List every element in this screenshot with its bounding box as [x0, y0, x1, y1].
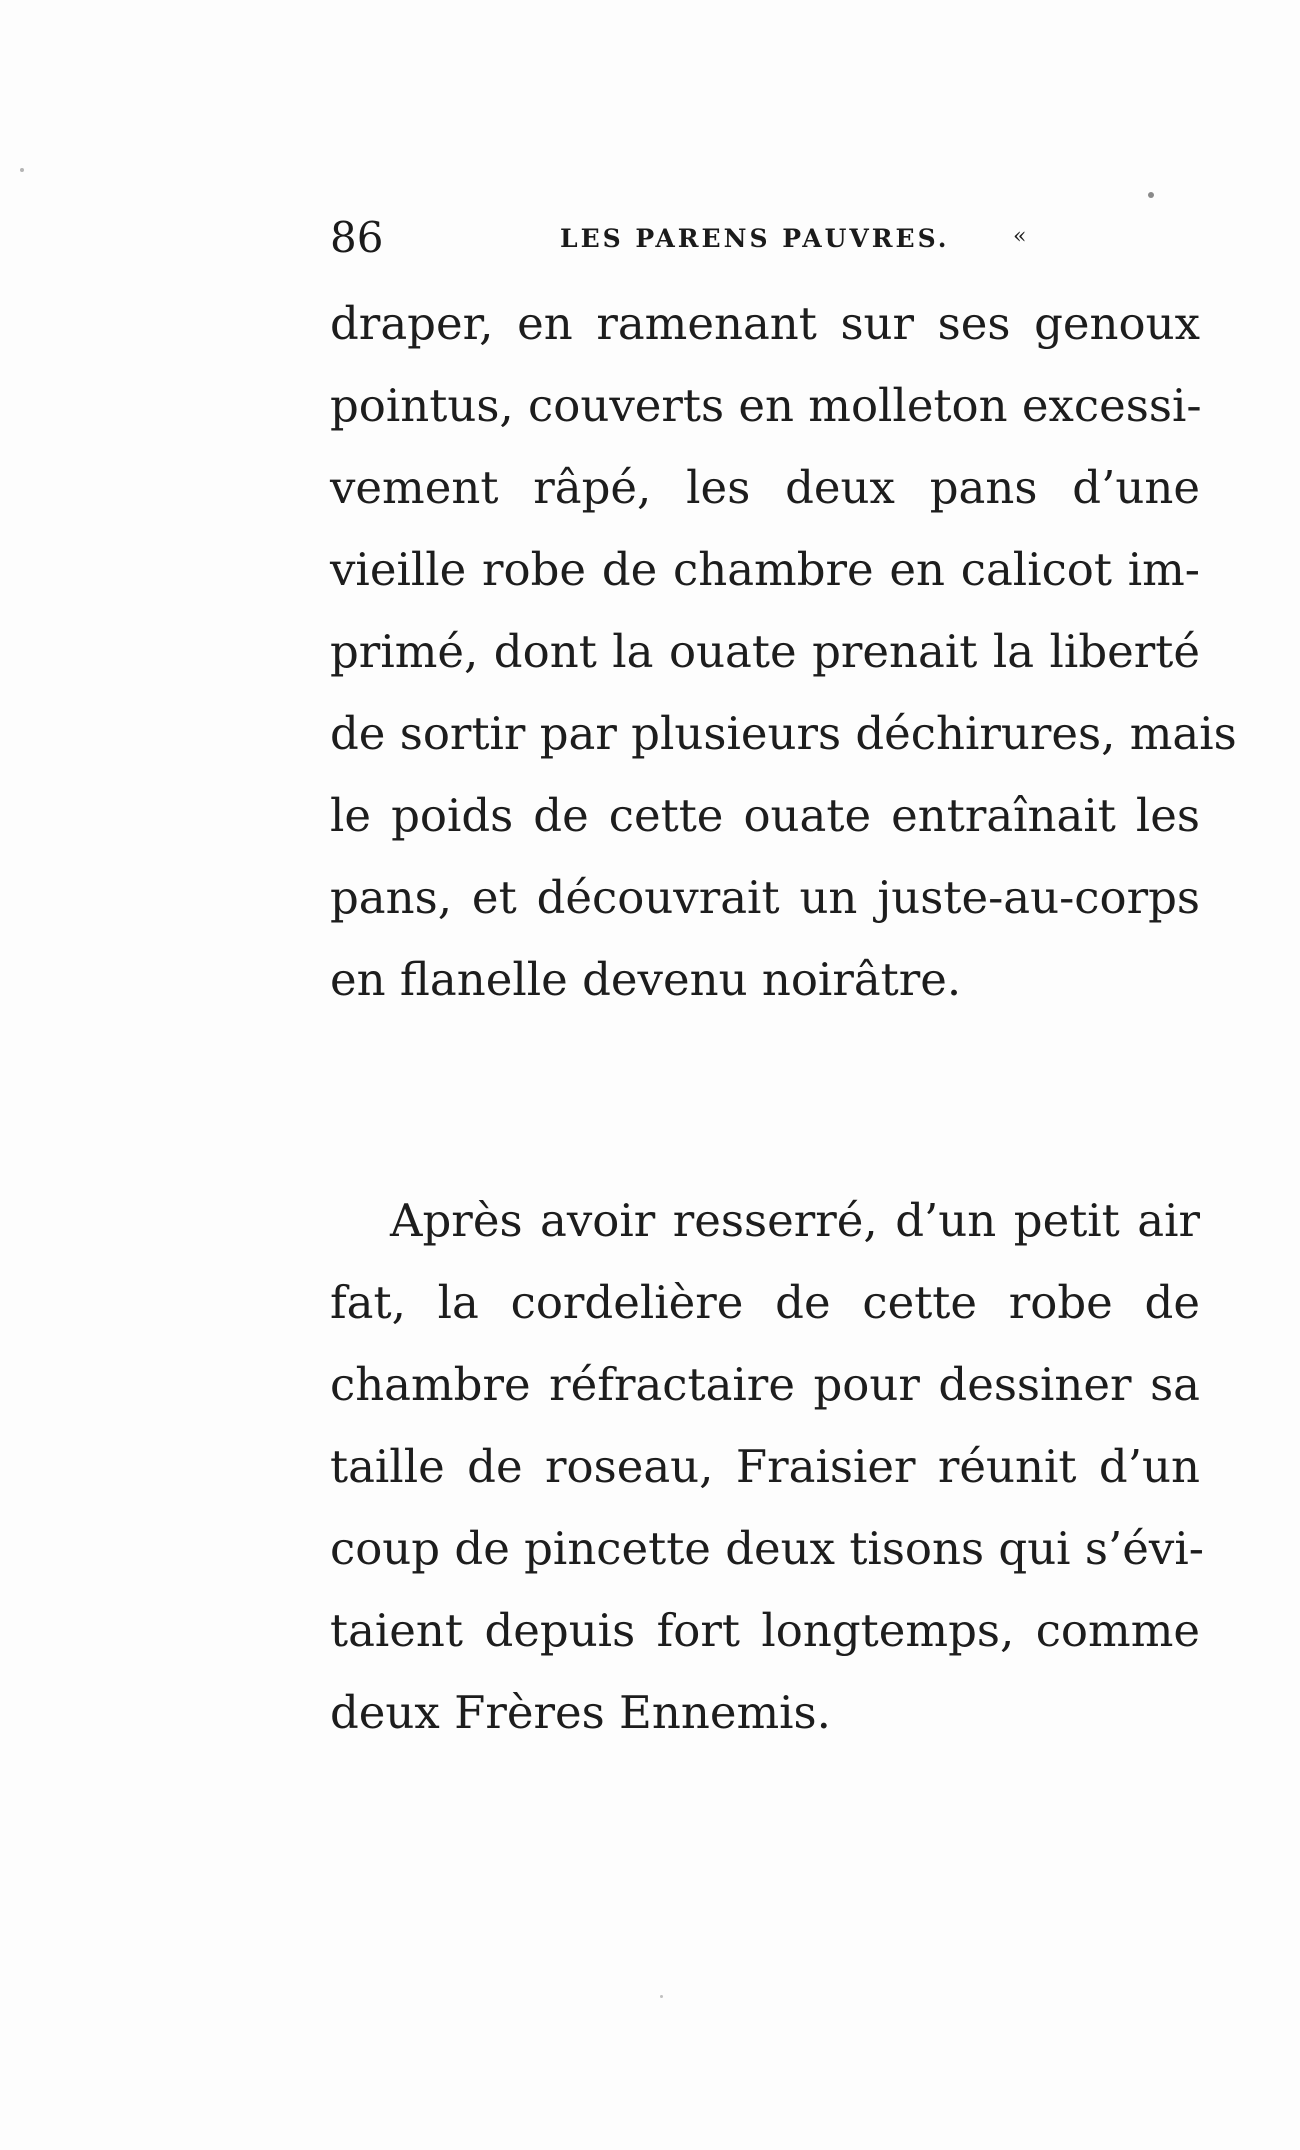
ink-speck [660, 1995, 663, 1998]
text-line: pointus, couverts en molleton excessi- [330, 379, 1202, 432]
paragraph-continued [330, 283, 1237, 1021]
text-line: le poids de cette ouate entraînait les [330, 789, 1200, 842]
text-line: chambre réfractaire pour dessiner sa [330, 1358, 1200, 1411]
text-line: en flanelle devenu noirâtre. [330, 953, 962, 1006]
ink-speck [1148, 192, 1154, 198]
paragraph-new [330, 1180, 1204, 1754]
ink-speck [20, 168, 24, 172]
text-line: vement râpé, les deux pans d’une [330, 461, 1200, 514]
text-line: draper, en ramenant sur ses genoux [330, 297, 1200, 350]
text-line: taille de roseau, Fraisier réunit d’un [330, 1440, 1200, 1493]
text-line: fat, la cordelière de cette robe de [330, 1276, 1200, 1329]
text-line: pans, et découvrait un juste-au-corps [330, 871, 1200, 924]
text-line: Après avoir resserré, d’un petit air [390, 1194, 1200, 1247]
text-line: taient depuis fort longtemps, comme [330, 1604, 1200, 1657]
text-line: vieille robe de chambre en calicot im- [330, 543, 1200, 596]
running-head [330, 208, 1050, 268]
text-line: primé, dont la ouate prenait la liberté [330, 625, 1200, 678]
ornament-mark: « [1013, 224, 1027, 249]
text-line: deux Frères Ennemis. [330, 1686, 831, 1739]
text-line: de sortir par plusieurs déchirures, mais [330, 707, 1237, 760]
text-line: coup de pincette deux tisons qui s’évi- [330, 1522, 1204, 1575]
running-title: LES PARENS PAUVRES. [560, 224, 950, 253]
page-number: 86 [330, 213, 384, 262]
